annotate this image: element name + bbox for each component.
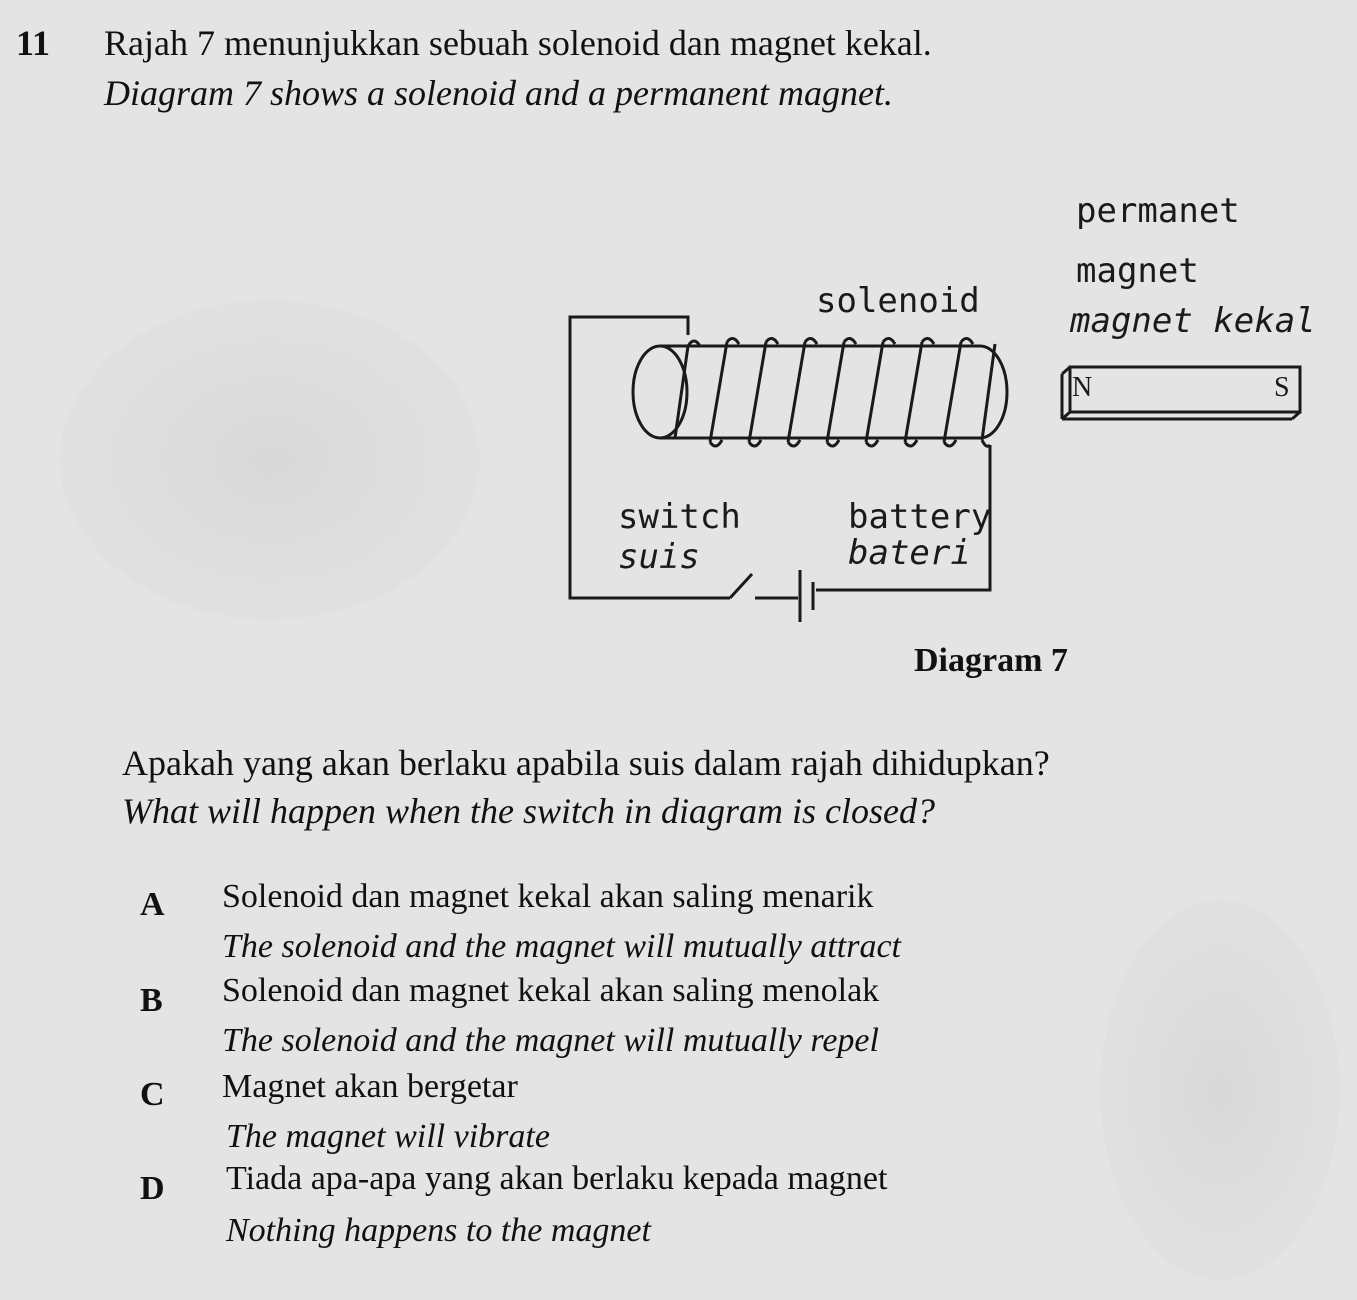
option-b-text-en[interactable]: The solenoid and the magnet will mutually repel (222, 1022, 879, 1059)
permanent-magnet (1062, 367, 1300, 419)
label-suis: suis (618, 537, 700, 577)
option-a-letter[interactable]: A (140, 886, 165, 923)
label-magnet-kekal: magnet kekal (1070, 301, 1316, 341)
option-c-letter[interactable]: C (140, 1076, 165, 1113)
question-text-ms: Rajah 7 menunjukkan sebuah solenoid dan magnet kekal. (104, 23, 932, 63)
label-permanet: permanet (1076, 191, 1240, 231)
option-b-text-ms[interactable]: Solenoid dan magnet kekal akan saling menolak (222, 972, 880, 1009)
battery-symbol (800, 570, 813, 622)
option-b-letter[interactable]: B (140, 982, 163, 1019)
ask-text-en: What will happen when the switch in diagram is closed? (122, 791, 935, 831)
question-text-en: Diagram 7 shows a solenoid and a permanent magnet. (104, 73, 893, 113)
label-battery: battery (848, 497, 992, 537)
paper-shading (60, 300, 480, 620)
option-c-text-en[interactable]: The magnet will vibrate (226, 1118, 550, 1155)
label-switch: switch (618, 497, 741, 537)
question-number: 11 (16, 23, 51, 63)
solenoid-coil (633, 338, 1007, 446)
solenoid-magnet-diagram (540, 170, 1340, 700)
option-d-letter[interactable]: D (140, 1170, 165, 1207)
label-solenoid: solenoid (816, 281, 980, 321)
label-south-pole: S (1274, 372, 1290, 403)
option-a-text-ms[interactable]: Solenoid dan magnet kekal akan saling menarik (222, 878, 874, 915)
ask-text-ms: Apakah yang akan berlaku apabila suis dalam rajah dihidupkan? (122, 743, 1050, 783)
option-a-text-en[interactable]: The solenoid and the magnet will mutually attract (222, 928, 902, 965)
label-bateri: bateri (848, 533, 971, 573)
option-c-text-ms[interactable]: Magnet akan bergetar (222, 1068, 518, 1105)
option-d-text-ms[interactable]: Tiada apa-apa yang akan berlaku kepada magnet (226, 1160, 888, 1197)
diagram-caption: Diagram 7 (914, 642, 1068, 679)
paper-shading (1100, 900, 1340, 1280)
option-d-text-en[interactable]: Nothing happens to the magnet (226, 1212, 651, 1249)
label-magnet: magnet (1076, 251, 1199, 291)
switch-symbol (730, 574, 752, 598)
label-north-pole: N (1072, 372, 1093, 403)
